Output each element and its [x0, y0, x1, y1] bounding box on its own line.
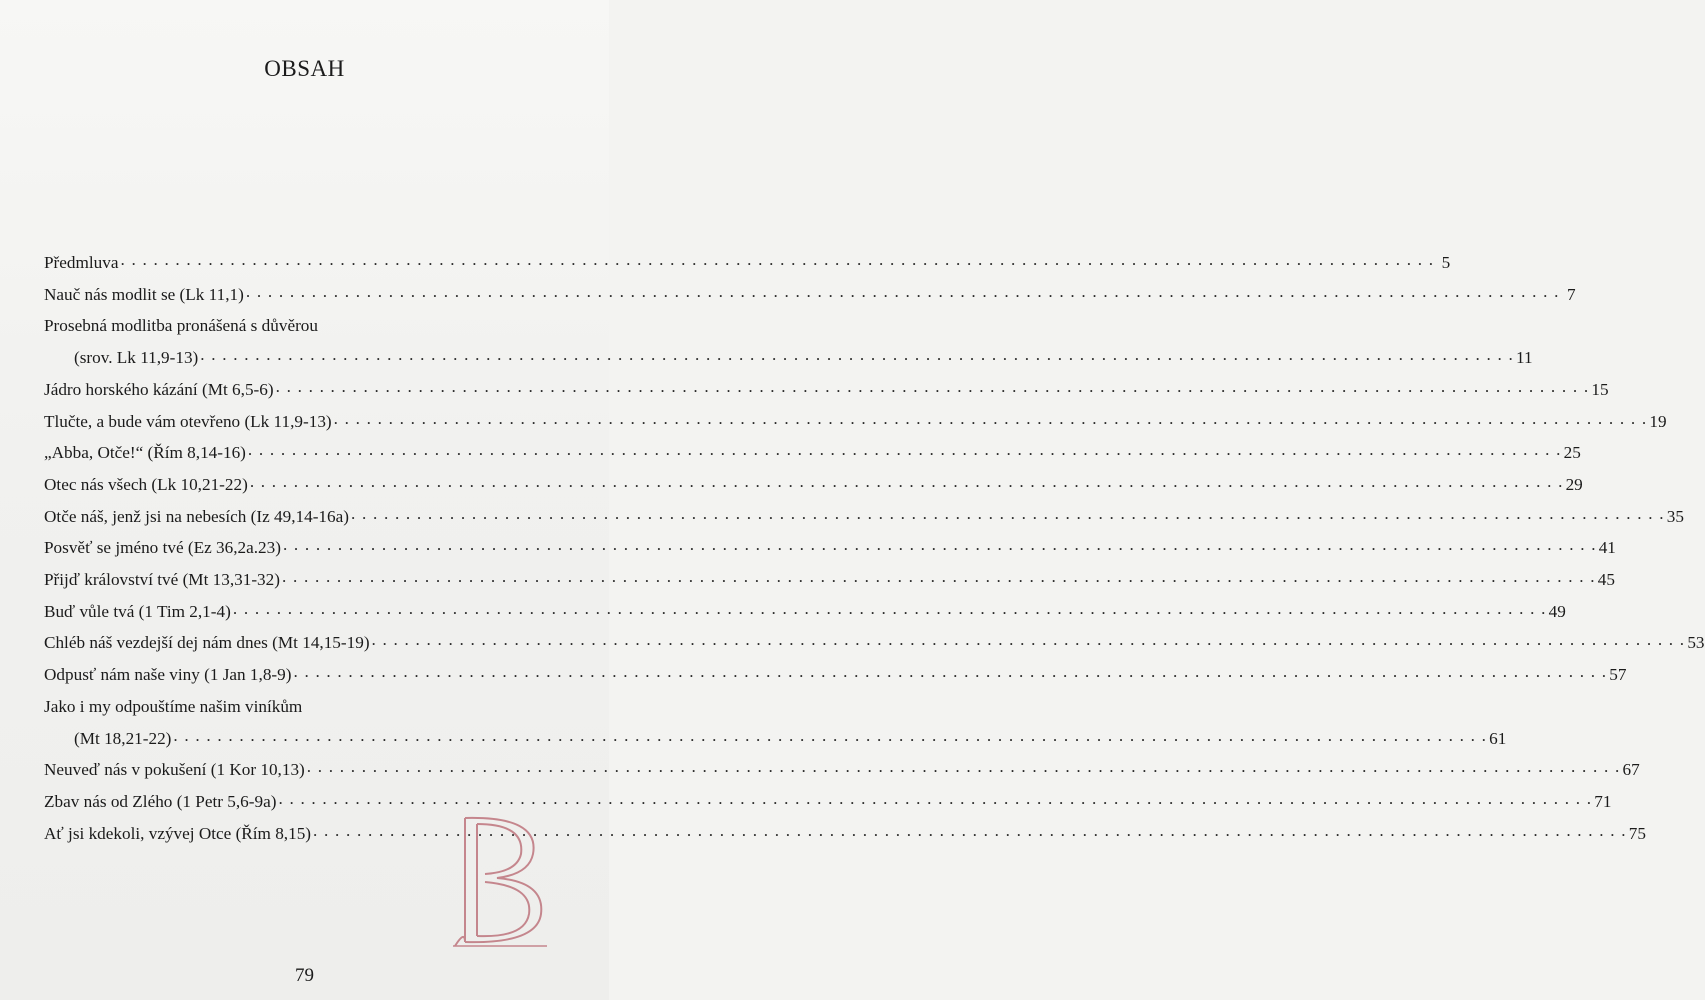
toc-entry-title: Chléb náš vezdejší dej nám dnes (Mt 14,15-19) [44, 633, 370, 653]
toc-entry-page: 75 [1628, 823, 1646, 843]
toc-entry [44, 691, 1507, 754]
table-of-contents [44, 247, 1705, 849]
dot-leader: . . . . . . . . . . . . . . . . . . . . . . . . . . . . . . . . . . . . . . . . . . . . . . . . . . . . . . . . . . . . . . . . . . . . . . . . . . . . . . . . . . . . . . . . . . . . . . . . . . . . . . . . . . . . . . . . . . . . . . . . [333, 408, 1648, 428]
publisher-logo-icon [445, 810, 555, 950]
toc-entry-page: 41 [1598, 538, 1616, 558]
toc-entry-title: Tlučte, a bude vám otevřeno (Lk 11,9-13) [44, 411, 332, 431]
toc-entry-title: Buď vůle tvá (1 Tim 2,1-4) [44, 601, 231, 621]
toc-entry-title: Nauč nás modlit se (Lk 11,1) [44, 284, 244, 304]
toc-entry-line [44, 564, 1615, 596]
dot-leader: . . . . . . . . . . . . . . . . . . . . . . . . . . . . . . . . . . . . . . . . . . . . . . . . . . . . . . . . . . . . . . . . . . . . . . . . . . . . . . . . . . . . . . . . . . . . . . . . . . . . . . . . . . . . . . . . . . . . . . . . [247, 440, 1562, 460]
toc-entry-page: 11 [1516, 348, 1533, 368]
toc-entry [44, 310, 1533, 373]
dot-leader: . . . . . . . . . . . . . . . . . . . . . . . . . . . . . . . . . . . . . . . . . . . . . . . . . . . . . . . . . . . . . . . . . . . . . . . . . . . . . . . . . . . . . . . . . . . . . . . . . . . . . . . . . . . . . . . . . . . . . . . . [249, 471, 1564, 491]
toc-entry-line [44, 596, 1566, 628]
toc-entry-page: 19 [1649, 411, 1667, 431]
toc-entry-page: 67 [1622, 760, 1640, 780]
toc-entry-line [44, 691, 544, 723]
toc-entry-title: Odpusť nám naše viny (1 Jan 1,8-9) [44, 665, 292, 685]
dot-leader: . . . . . . . . . . . . . . . . . . . . . . . . . . . . . . . . . . . . . . . . . . . . . . . . . . . . . . . . . . . . . . . . . . . . . . . . . . . . . . . . . . . . . . . . . . . . . . . . . . . . . . . . . . . . . . . . . . . . . . . . [313, 820, 1627, 840]
toc-entry-title: Jako i my odpouštíme našim viníkům [44, 696, 303, 716]
toc-entry-title: Prosebná modlitba pronášená s důvěrou [44, 316, 318, 336]
toc-entry-title: Zbav nás od Zlého (1 Petr 5,6-9a) [44, 791, 277, 811]
toc-entry-page: 35 [1666, 506, 1684, 526]
toc-entry-line [44, 723, 1507, 755]
toc-entry-page: 57 [1609, 665, 1627, 685]
toc-entry [44, 437, 1581, 469]
toc-entry-page: 49 [1548, 601, 1566, 621]
toc-entry [44, 659, 1627, 691]
toc-entry-line [44, 310, 544, 342]
toc-entry-page: 53 [1687, 633, 1705, 653]
toc-entry [44, 532, 1616, 564]
toc-entry-line [44, 501, 1684, 533]
toc-entry-line [44, 374, 1609, 406]
toc-entry-page: 15 [1591, 379, 1609, 399]
toc-entry [44, 469, 1583, 501]
toc-entry-page: 29 [1565, 474, 1583, 494]
toc-entry-line [44, 342, 1533, 374]
dot-leader: . . . . . . . . . . . . . . . . . . . . . . . . . . . . . . . . . . . . . . . . . . . . . . . . . . . . . . . . . . . . . . . . . . . . . . . . . . . . . . . . . . . . . . . . . . . . . . . . . . . . . . . . . . . . . . . . . . . . . . . . [120, 250, 1435, 269]
page-number: 79 [295, 965, 314, 986]
dot-leader: . . . . . . . . . . . . . . . . . . . . . . . . . . . . . . . . . . . . . . . . . . . . . . . . . . . . . . . . . . . . . . . . . . . . . . . . . . . . . . . . . . . . . . . . . . . . . . . . . . . . . . . . . . . . . . . . . . . . . . . . [278, 788, 1593, 808]
toc-entry [44, 501, 1684, 533]
toc-entry-page: 7 [1567, 284, 1576, 304]
toc-entry-title: (Mt 18,21-22) [74, 728, 172, 748]
toc-entry [44, 374, 1609, 406]
toc-entry-page: 71 [1594, 791, 1612, 811]
toc-entry-title: „Abba, Otče!“ (Řím 8,14-16) [44, 443, 246, 463]
toc-entry-title: Neuveď nás v pokušení (1 Kor 10,13) [44, 760, 305, 780]
toc-entry [44, 564, 1615, 596]
toc-entry-title: Jádro horského kázání (Mt 6,5-6) [44, 379, 274, 399]
toc-entry-title: Ať jsi kdekoli, vzývej Otce (Řím 8,15) [44, 823, 312, 843]
dot-leader: . . . . . . . . . . . . . . . . . . . . . . . . . . . . . . . . . . . . . . . . . . . . . . . . . . . . . . . . . . . . . . . . . . . . . . . . . . . . . . . . . . . . . . . . . . . . . . . . . . . . . . . . . . . . . . . . . . . . . . . . [200, 345, 1515, 365]
toc-entry-line [44, 247, 1451, 279]
toc-entry-line [44, 406, 1667, 438]
toc-entry-title: Otče náš, jenž jsi na nebesích (Iz 49,14-16a) [44, 506, 349, 526]
toc-entry [44, 754, 1640, 786]
dot-leader: . . . . . . . . . . . . . . . . . . . . . . . . . . . . . . . . . . . . . . . . . . . . . . . . . . . . . . . . . . . . . . . . . . . . . . . . . . . . . . . . . . . . . . . . . . . . . . . . . . . . . . . . . . . . . . . . . . . . . . . . [232, 598, 1547, 618]
toc-entry [44, 596, 1566, 628]
toc-entry-page: 5 [1441, 253, 1451, 272]
dot-leader: . . . . . . . . . . . . . . . . . . . . . . . . . . . . . . . . . . . . . . . . . . . . . . . . . . . . . . . . . . . . . . . . . . . . . . . . . . . . . . . . . . . . . . . . . . . . . . . . . . . . . . . . . . . . . . . . . . . . . . . . [281, 567, 1596, 587]
toc-entry-page: 61 [1489, 728, 1507, 748]
toc-entry-line [44, 469, 1583, 501]
toc-entry [44, 279, 1576, 311]
toc-entry-line [44, 659, 1627, 691]
toc-entry-title: Přijď království tvé (Mt 13,31-32) [44, 570, 280, 590]
toc-entry-line [44, 437, 1581, 469]
toc-entry-title: (srov. Lk 11,9-13) [74, 348, 199, 368]
toc-entry [44, 627, 1705, 659]
toc-entry-page: 45 [1597, 570, 1615, 590]
dot-leader: . . . . . . . . . . . . . . . . . . . . . . . . . . . . . . . . . . . . . . . . . . . . . . . . . . . . . . . . . . . . . . . . . . . . . . . . . . . . . . . . . . . . . . . . . . . . . . . . . . . . . . . . . . . . . . . . . . . . . . . . [245, 281, 1560, 301]
toc-entry-title: Posvěť se jméno tvé (Ez 36,2a.23) [44, 538, 281, 558]
dot-leader: . . . . . . . . . . . . . . . . . . . . . . . . . . . . . . . . . . . . . . . . . . . . . . . . . . . . . . . . . . . . . . . . . . . . . . . . . . . . . . . . . . . . . . . . . . . . . . . . . . . . . . . . . . . . . . . . . . . . . . . . [173, 725, 1488, 745]
toc-entry-line [44, 279, 1576, 311]
toc-entry-line [44, 627, 1705, 659]
page-title: OBSAH [264, 56, 345, 81]
dot-leader: . . . . . . . . . . . . . . . . . . . . . . . . . . . . . . . . . . . . . . . . . . . . . . . . . . . . . . . . . . . . . . . . . . . . . . . . . . . . . . . . . . . . . . . . . . . . . . . . . . . . . . . . . . . . . . . . . . . . . . . . [371, 630, 1686, 650]
toc-entry-line [44, 754, 1640, 786]
dot-leader: . . . . . . . . . . . . . . . . . . . . . . . . . . . . . . . . . . . . . . . . . . . . . . . . . . . . . . . . . . . . . . . . . . . . . . . . . . . . . . . . . . . . . . . . . . . . . . . . . . . . . . . . . . . . . . . . . . . . . . . . [293, 662, 1608, 682]
toc-entry [44, 247, 1451, 279]
toc-entry-title: Otec nás všech (Lk 10,21-22) [44, 474, 248, 494]
dot-leader: . . . . . . . . . . . . . . . . . . . . . . . . . . . . . . . . . . . . . . . . . . . . . . . . . . . . . . . . . . . . . . . . . . . . . . . . . . . . . . . . . . . . . . . . . . . . . . . . . . . . . . . . . . . . . . . . . . . . . . . . [282, 535, 1597, 555]
toc-entry [44, 406, 1667, 438]
toc-entry-page: 25 [1563, 443, 1581, 463]
dot-leader: . . . . . . . . . . . . . . . . . . . . . . . . . . . . . . . . . . . . . . . . . . . . . . . . . . . . . . . . . . . . . . . . . . . . . . . . . . . . . . . . . . . . . . . . . . . . . . . . . . . . . . . . . . . . . . . . . . . . . . . . [275, 376, 1590, 396]
dot-leader: . . . . . . . . . . . . . . . . . . . . . . . . . . . . . . . . . . . . . . . . . . . . . . . . . . . . . . . . . . . . . . . . . . . . . . . . . . . . . . . . . . . . . . . . . . . . . . . . . . . . . . . . . . . . . . . . . . . . . . . . [350, 503, 1665, 523]
dot-leader: . . . . . . . . . . . . . . . . . . . . . . . . . . . . . . . . . . . . . . . . . . . . . . . . . . . . . . . . . . . . . . . . . . . . . . . . . . . . . . . . . . . . . . . . . . . . . . . . . . . . . . . . . . . . . . . . . . . . . . . . [306, 757, 1621, 777]
toc-entry-line [44, 532, 1616, 564]
toc-entry-title: Předmluva [44, 253, 119, 272]
